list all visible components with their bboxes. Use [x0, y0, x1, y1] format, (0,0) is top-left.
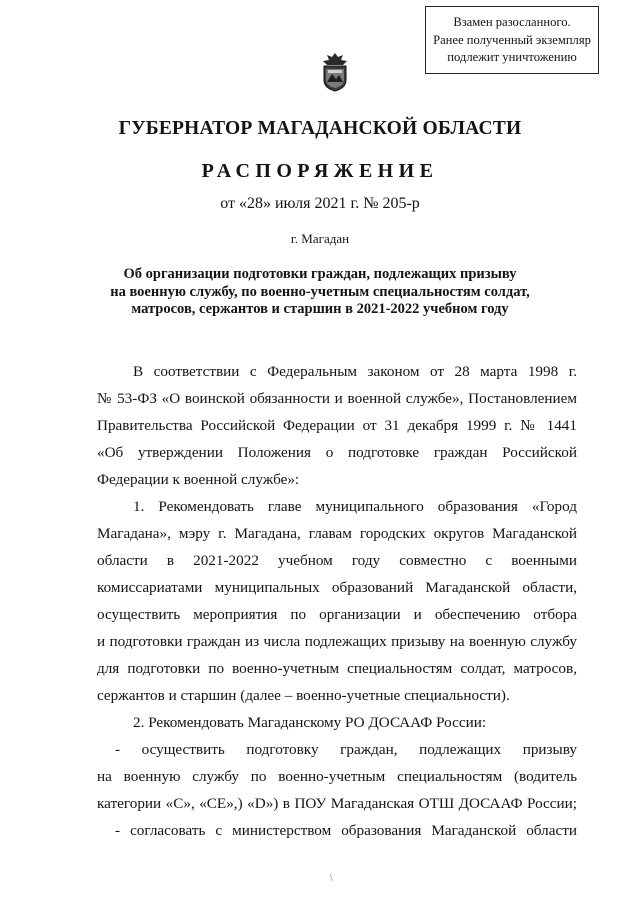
body-line: Федерации к военной службе»:: [97, 471, 300, 488]
stamp-line: подлежит уничтожению: [447, 50, 577, 64]
body-line: на военную службу по военно-учетным специальностям (водитель: [97, 768, 577, 785]
document-subject: [0, 266, 640, 319]
document-date-number: от «28» июля 2021 г. № 205-р: [220, 195, 420, 212]
body-line: для подготовки по военно-учетным специальностям солдат, матросов,: [97, 660, 577, 677]
body-line: В соответствии с Федеральным законом от 28 марта 1998 г.: [133, 363, 577, 380]
body-line: 2. Рекомендовать Магаданскому РО ДОСААФ России:: [133, 714, 487, 731]
body-line: 1. Рекомендовать главе муниципального образования «Город: [133, 498, 577, 515]
body-line: Магадана», мэру г. Магадана, главам городских округов Магаданской: [97, 525, 577, 542]
body-line: - согласовать с министерством образования Магаданской области: [115, 822, 577, 839]
body-line: категории «С», «СЕ»,) «D») в ПОУ Магаданская ОТШ ДОСААФ России;: [97, 795, 577, 812]
body-line: области в 2021-2022 учебном году совместно с военными: [97, 552, 577, 569]
body-line: - осуществить подготовку граждан, подлежащих призыву: [115, 741, 577, 758]
replacement-stamp: [425, 6, 599, 74]
issuing-authority: ГУБЕРНАТОР МАГАДАНСКОЙ ОБЛАСТИ: [118, 118, 522, 139]
document-body: [97, 358, 577, 844]
body-line: сержантов и старшин (далее – военно-учетные специальности).: [97, 687, 510, 704]
body-line: «Об утверждении Положения о подготовке граждан Российской: [97, 444, 577, 461]
stamp-line: Взамен разосланного.: [453, 15, 571, 29]
subject-line: Об организации подготовки граждан, подлежащих призыву: [123, 266, 517, 282]
document-city: г. Магадан: [290, 231, 350, 246]
body-line: и подготовки граждан из числа подлежащих призыву на военную службу: [97, 633, 577, 650]
stamp-line: Ранее полученный экземпляр: [433, 32, 591, 47]
body-line: осуществить мероприятия по организации и обеспечению отбора: [97, 606, 577, 623]
coat-of-arms-icon: [318, 52, 352, 92]
subject-line: на военную службу, по военно-учетным специальностям солдат,: [110, 283, 530, 300]
body-line: Правительства Российской Федерации от 31 декабря 1999 г. № 1441: [97, 417, 577, 434]
document-type: РАСПОРЯЖЕНИЕ: [201, 160, 439, 182]
body-line: комиссариатами муниципальных образований Магаданской области,: [97, 579, 577, 596]
subject-line: матросов, сержантов и старшин в 2021-2022 учебном году: [131, 301, 509, 317]
scan-mark: \: [330, 873, 333, 884]
body-line: № 53-ФЗ «О воинской обязанности и военной службе», Постановлением: [97, 390, 577, 407]
